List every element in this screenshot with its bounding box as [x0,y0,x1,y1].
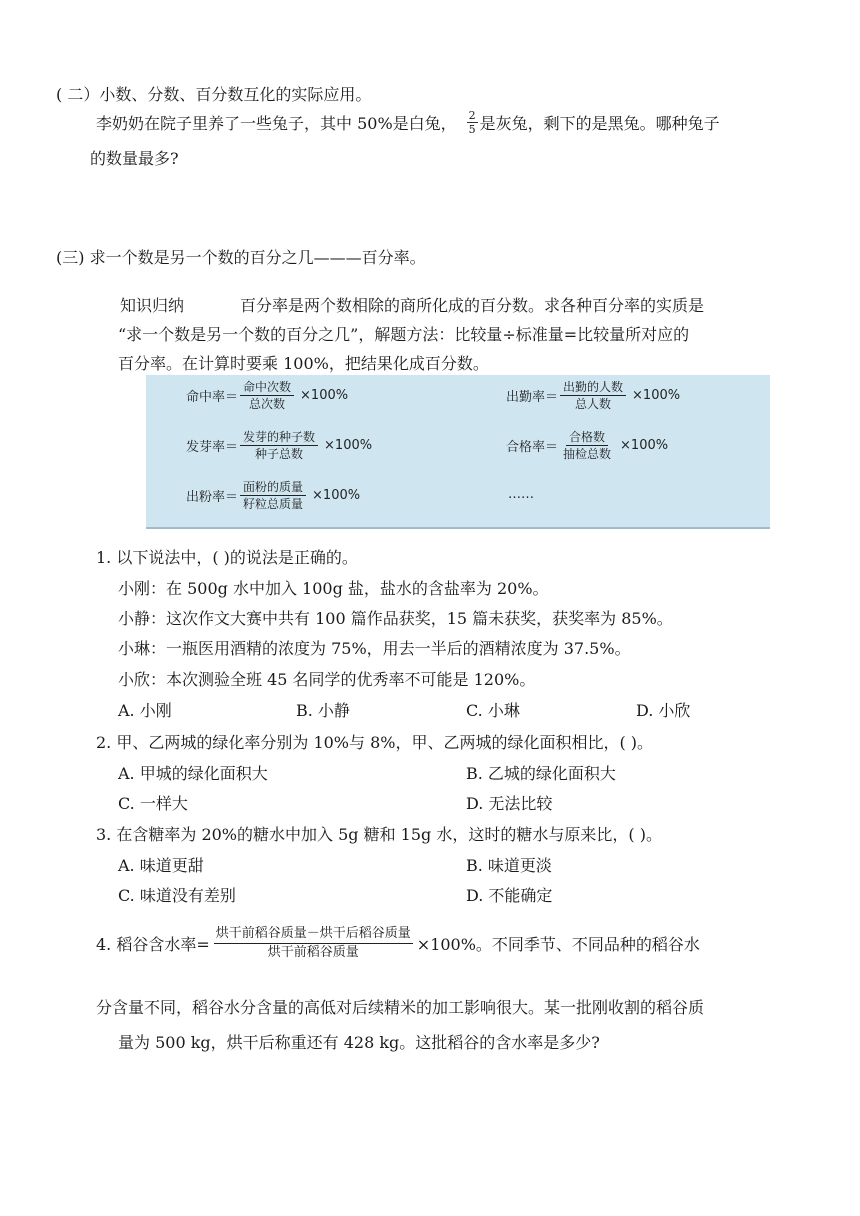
q4-line1 [96,927,700,961]
q1-option-c: C. 小琳 [466,701,520,720]
section2-problem-pre: 李奶奶在院子里养了一些兔子，其中 50%是白兔， [96,114,457,133]
q4-line2: 分含量不同，稻谷水分含量的高低对后续精米的加工影响很大。某一批刚收割的稻谷质 [96,998,705,1017]
q2-option-b: B. 乙城的绿化面积大 [466,764,616,783]
fraction-two-fifths [467,110,478,135]
formula-numerator: 发芽的种子数 [240,431,318,446]
q3-stem: 3. 在含糖率为 20%的糖水中加入 5g 糖和 15g 水，这时的糖水与原来比，( )。 [96,825,662,844]
section3-heading: (三) 求一个数是另一个数的百分之几———百分率。 [56,248,426,267]
formula-denominator: 总人数 [575,397,612,411]
formula-attendance-rate [506,381,680,410]
q1-line-xiaojing: 小静：这次作文大赛中共有 100 篇作品获奖，15 篇未获奖，获奖率为 85%。 [118,609,673,628]
section2-problem-line2: 的数量最多? [90,149,179,168]
formula-denominator: 抽检总数 [563,447,612,461]
knowledge-label: 知识归纳 [120,296,185,315]
formula-denominator: 种子总数 [255,447,304,461]
q2-option-c: C. 一样大 [118,794,188,813]
knowledge-line3: 百分率。在计算时要乘 100%，把结果化成百分数。 [118,354,489,373]
formula-percent: ×100% [300,388,349,403]
q3-option-a: A. 味道更甜 [118,856,204,875]
formula-denominator: 籽粒总质量 [243,497,304,511]
q3-option-b: B. 味道更淡 [466,856,552,875]
q4-moisture-fraction [214,927,413,961]
formula-hit-rate [186,381,348,410]
q1-option-b: B. 小静 [296,701,350,720]
q4-fraction-numerator: 烘干前稻谷质量－烘干后稻谷质量 [214,927,413,944]
q4-line3: 量为 500 kg，烘干后称重还有 428 kg。这批稻谷的含水率是多少? [118,1033,600,1052]
q1-option-d: D. 小欣 [636,701,691,720]
formula-numerator: 合格数 [566,431,608,446]
formula-label: 合格率＝ [506,440,559,455]
knowledge-line2: “求一个数是另一个数的百分之几”，解题方法：比较量÷标准量=比较量所对应的 [118,325,690,344]
q4-fraction-denominator: 烘干前稻谷质量 [267,945,359,961]
formula-percent: ×100% [312,488,361,503]
knowledge-line1: 百分率是两个数相除的商所化成的百分数。求各种百分率的实质是 [240,296,705,315]
q2-option-d: D. 无法比较 [466,794,553,813]
formula-numerator: 命中次数 [240,381,294,396]
q1-line-xiaoxin: 小欣：本次测验全班 45 名同学的优秀率不可能是 120%。 [118,670,536,689]
formula-label: 命中率＝ [186,390,239,405]
formula-germination-rate [186,431,372,460]
formula-percent: ×100% [632,388,681,403]
fraction-denominator: 5 [468,123,476,136]
q1-line-xiaogang: 小刚：在 500g 水中加入 100g 盐，盐水的含盐率为 20%。 [118,579,549,598]
q1-option-a: A. 小刚 [118,701,172,720]
section2-heading: ( 二）小数、分数、百分数互化的实际应用。 [56,85,372,104]
q1-line-xiaolin: 小琳：一瓶医用酒精的浓度为 75%，用去一半后的酒精浓度为 37.5%。 [118,639,631,658]
q4-pre: 4. 稻谷含水率= [96,935,210,955]
formula-pass-rate [506,431,668,460]
formula-ellipsis: …… [508,487,534,502]
q1-stem: 1. 以下说法中，( )的说法是正确的。 [96,548,358,567]
formula-panel [146,375,770,529]
formula-flour-rate [186,481,360,510]
formula-percent: ×100% [620,438,669,453]
formula-numerator: 出勤的人数 [560,381,626,396]
q4-post: ×100%。不同季节、不同品种的稻谷水 [416,935,700,955]
formula-denominator: 总次数 [249,397,286,411]
formula-label: 出勤率＝ [506,390,559,405]
formula-label: 发芽率＝ [186,440,239,455]
section2-problem-post: 是灰兔，剩下的是黑兔。哪种兔子 [479,114,720,133]
q2-stem: 2. 甲、乙两城的绿化率分别为 10%与 8%，甲、乙两城的绿化面积相比，( )。 [96,733,654,752]
section2-problem-line1 [96,110,720,135]
q3-option-d: D. 不能确定 [466,886,553,905]
q3-option-c: C. 味道没有差别 [118,886,236,905]
formula-label: 出粉率＝ [186,490,239,505]
formula-numerator: 面粉的质量 [240,481,306,496]
fraction-numerator: 2 [468,109,476,122]
q2-option-a: A. 甲城的绿化面积大 [118,764,268,783]
formula-percent: ×100% [324,438,373,453]
